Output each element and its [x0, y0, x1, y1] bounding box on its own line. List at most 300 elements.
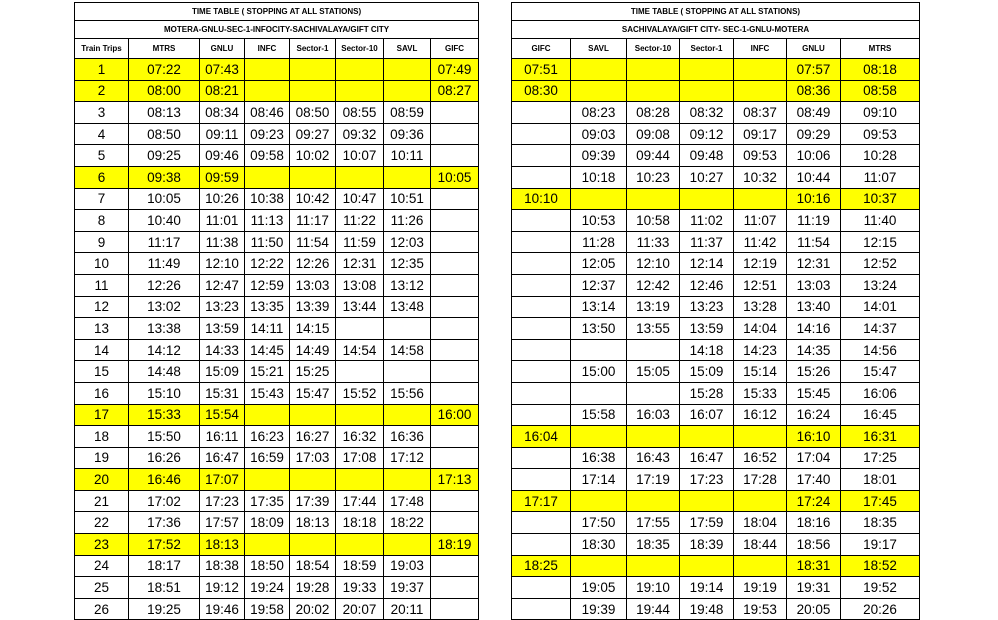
table-cell: 10:40 [129, 210, 200, 232]
table-cell: 13:28 [734, 296, 787, 318]
table-cell: 24 [75, 555, 129, 577]
table-row [512, 231, 920, 253]
table-cell: 18:25 [512, 555, 571, 577]
table-cell: 17:02 [129, 490, 200, 512]
table-cell: 13:08 [336, 274, 384, 296]
table-cell [245, 404, 290, 426]
table-cell: 18:01 [841, 469, 920, 491]
table-cell: 11:07 [734, 210, 787, 232]
table-cell: 16:00 [431, 404, 479, 426]
table-cell [431, 577, 479, 599]
table-cell: 16:45 [841, 404, 920, 426]
table-cell: 16:27 [290, 426, 336, 448]
table-cell: 08:13 [129, 102, 200, 124]
table-cell: 19:19 [734, 577, 787, 599]
table-row [512, 490, 920, 512]
table-cell: 18:19 [431, 534, 479, 556]
table-cell: 17:40 [787, 469, 841, 491]
table-cell: 10:58 [627, 210, 680, 232]
table-cell [571, 555, 627, 577]
table-cell [384, 318, 431, 340]
table-cell: 09:53 [841, 123, 920, 145]
table-cell: 18:44 [734, 534, 787, 556]
table-cell [431, 382, 479, 404]
table-cell: 10:05 [431, 166, 479, 188]
table-cell: 17:03 [290, 447, 336, 469]
table-cell: 19 [75, 447, 129, 469]
table-cell: 19:52 [841, 577, 920, 599]
table-cell: 17:36 [129, 512, 200, 534]
table-cell: 17:55 [627, 512, 680, 534]
table-cell [734, 59, 787, 81]
table-cell: 16:32 [336, 426, 384, 448]
table-cell: 22 [75, 512, 129, 534]
table-cell: 14:49 [290, 339, 336, 361]
table-cell: 15:54 [200, 404, 245, 426]
table-cell: 17:12 [384, 447, 431, 469]
table-cell: 19:12 [200, 577, 245, 599]
table-cell: 10:10 [512, 188, 571, 210]
table-row [512, 577, 920, 599]
table-cell: 14:01 [841, 296, 920, 318]
table-cell: 14:58 [384, 339, 431, 361]
table-cell: 17:50 [571, 512, 627, 534]
table-cell [245, 469, 290, 491]
table-cell: 18:54 [290, 555, 336, 577]
table-cell: 11:37 [680, 231, 734, 253]
table-cell: 08:50 [290, 102, 336, 124]
table-cell: 19:31 [787, 577, 841, 599]
table-cell: 15:50 [129, 426, 200, 448]
table-cell: 25 [75, 577, 129, 599]
table-cell: 13:39 [290, 296, 336, 318]
table-cell: 10:06 [787, 145, 841, 167]
table-cell: 16:36 [384, 426, 431, 448]
table-cell: 16:31 [841, 426, 920, 448]
table-cell: 10:27 [680, 166, 734, 188]
table-cell: 10:02 [290, 145, 336, 167]
table-cell [512, 318, 571, 340]
table-cell [431, 598, 479, 620]
table-cell [245, 534, 290, 556]
table-cell: 14:48 [129, 361, 200, 383]
table-cell: 10:42 [290, 188, 336, 210]
table-cell: 19:46 [200, 598, 245, 620]
table-row [75, 382, 479, 404]
table-cell: 14 [75, 339, 129, 361]
table-cell: 17:48 [384, 490, 431, 512]
table-cell: 12:47 [200, 274, 245, 296]
table-cell: 18:18 [336, 512, 384, 534]
table-cell [290, 469, 336, 491]
table-row [75, 490, 479, 512]
column-header: GNLU [787, 39, 841, 59]
table-cell [512, 361, 571, 383]
table-cell: 9 [75, 231, 129, 253]
table-cell: 08:37 [734, 102, 787, 124]
table-cell [431, 145, 479, 167]
table-cell: 14:54 [336, 339, 384, 361]
table-row [75, 210, 479, 232]
table-cell: 19:33 [336, 577, 384, 599]
table-cell: 19:25 [129, 598, 200, 620]
table-cell: 13:23 [200, 296, 245, 318]
table-cell: 08:59 [384, 102, 431, 124]
table-cell [384, 80, 431, 102]
column-header: SAVL [571, 39, 627, 59]
table-cell: 17:57 [200, 512, 245, 534]
table-cell [734, 80, 787, 102]
table-cell: 11:01 [200, 210, 245, 232]
table-cell: 13:23 [680, 296, 734, 318]
table-row [75, 318, 479, 340]
table-cell: 09:29 [787, 123, 841, 145]
table-cell [336, 361, 384, 383]
table-row [512, 404, 920, 426]
table-cell: 16:10 [787, 426, 841, 448]
table-cell: 19:48 [680, 598, 734, 620]
table-cell [512, 577, 571, 599]
table-cell [245, 80, 290, 102]
table-cell: 11:54 [787, 231, 841, 253]
table-cell: 17:59 [680, 512, 734, 534]
table-row [512, 102, 920, 124]
table-cell: 13:55 [627, 318, 680, 340]
table-cell [571, 426, 627, 448]
table-cell: 15:25 [290, 361, 336, 383]
table-cell: 18:52 [841, 555, 920, 577]
table-row [512, 512, 920, 534]
table-cell: 18:35 [627, 534, 680, 556]
table-cell: 10 [75, 253, 129, 275]
table-cell [627, 382, 680, 404]
table-cell: 19:24 [245, 577, 290, 599]
table-cell: 09:46 [200, 145, 245, 167]
table-cell: 12:52 [841, 253, 920, 275]
table-cell: 19:44 [627, 598, 680, 620]
table-cell [512, 274, 571, 296]
table-row [75, 404, 479, 426]
table-cell [431, 512, 479, 534]
table-cell: 18:22 [384, 512, 431, 534]
table-cell [680, 426, 734, 448]
table-cell [384, 534, 431, 556]
table-cell: 16:12 [734, 404, 787, 426]
table-cell: 10:23 [627, 166, 680, 188]
table-cell: 19:39 [571, 598, 627, 620]
table-cell: 10:07 [336, 145, 384, 167]
timetable-motera-to-gift-city [74, 2, 479, 620]
table-row [512, 447, 920, 469]
column-header: GIFC [512, 39, 571, 59]
table-row [75, 361, 479, 383]
table-cell: 09:17 [734, 123, 787, 145]
table-cell: 13:14 [571, 296, 627, 318]
table-cell [431, 123, 479, 145]
table-cell: 6 [75, 166, 129, 188]
table-cell: 14:33 [200, 339, 245, 361]
table-cell [571, 188, 627, 210]
table-cell: 15:09 [200, 361, 245, 383]
table-cell: 15:58 [571, 404, 627, 426]
table-cell: 07:57 [787, 59, 841, 81]
table-cell: 10:26 [200, 188, 245, 210]
table-cell: 19:05 [571, 577, 627, 599]
table-cell: 12:35 [384, 253, 431, 275]
table-cell: 08:46 [245, 102, 290, 124]
table-cell [290, 59, 336, 81]
table-cell: 08:55 [336, 102, 384, 124]
column-header: GNLU [200, 39, 245, 59]
table-row [512, 318, 920, 340]
table-row [512, 253, 920, 275]
table-cell: 20:02 [290, 598, 336, 620]
table-cell: 09:36 [384, 123, 431, 145]
table-cell: 15:09 [680, 361, 734, 383]
column-header: GIFC [431, 39, 479, 59]
table-cell: 11:17 [290, 210, 336, 232]
table-cell: 16:03 [627, 404, 680, 426]
table-cell: 18:39 [680, 534, 734, 556]
table-cell [336, 469, 384, 491]
table-cell: 14:45 [245, 339, 290, 361]
table-cell: 12:22 [245, 253, 290, 275]
table-row [512, 361, 920, 383]
column-header: INFC [245, 39, 290, 59]
table-cell [384, 361, 431, 383]
table-cell [336, 534, 384, 556]
table-cell: 13:50 [571, 318, 627, 340]
table-cell [571, 490, 627, 512]
table-cell [734, 188, 787, 210]
table-cell [431, 555, 479, 577]
table-cell: 09:53 [734, 145, 787, 167]
table-cell: 14:12 [129, 339, 200, 361]
table-cell [571, 59, 627, 81]
table-cell: 15:33 [129, 404, 200, 426]
table-cell: 20:26 [841, 598, 920, 620]
table-row [512, 598, 920, 620]
table-cell: 15:47 [290, 382, 336, 404]
table-cell: 11:26 [384, 210, 431, 232]
table-cell: 26 [75, 598, 129, 620]
table-row [512, 339, 920, 361]
table-cell: 16:04 [512, 426, 571, 448]
table-cell: 11:59 [336, 231, 384, 253]
table-cell: 15:05 [627, 361, 680, 383]
table-cell: 09:11 [200, 123, 245, 145]
table-cell [734, 490, 787, 512]
table-cell [431, 231, 479, 253]
table-cell: 12:14 [680, 253, 734, 275]
table-cell: 16:47 [200, 447, 245, 469]
table-cell: 20:05 [787, 598, 841, 620]
table-cell: 11:28 [571, 231, 627, 253]
table-cell [336, 318, 384, 340]
table-cell: 08:00 [129, 80, 200, 102]
table-cell: 2 [75, 80, 129, 102]
table-cell [384, 59, 431, 81]
table-cell: 15:47 [841, 361, 920, 383]
table-cell: 11:02 [680, 210, 734, 232]
table-cell: 08:36 [787, 80, 841, 102]
table-cell: 18:13 [290, 512, 336, 534]
table-cell: 14:23 [734, 339, 787, 361]
table-cell: 16:47 [680, 447, 734, 469]
column-header: Train Trips [75, 39, 129, 59]
table-cell [336, 404, 384, 426]
table-row [75, 166, 479, 188]
table-cell: 15:14 [734, 361, 787, 383]
table-cell: 13 [75, 318, 129, 340]
table-cell: 08:32 [680, 102, 734, 124]
table-row [75, 80, 479, 102]
table-cell [512, 231, 571, 253]
table-cell: 16 [75, 382, 129, 404]
table-cell: 14:15 [290, 318, 336, 340]
table-cell: 12 [75, 296, 129, 318]
table-cell: 11:22 [336, 210, 384, 232]
table-cell: 09:03 [571, 123, 627, 145]
table-cell: 17:24 [787, 490, 841, 512]
table-row [75, 447, 479, 469]
table-cell: 20:07 [336, 598, 384, 620]
table-cell: 23 [75, 534, 129, 556]
table-cell: 15:21 [245, 361, 290, 383]
table-cell [245, 166, 290, 188]
table-row [512, 188, 920, 210]
table-cell: 07:51 [512, 59, 571, 81]
table-row [75, 534, 479, 556]
table-cell: 18:31 [787, 555, 841, 577]
table-cell: 17:04 [787, 447, 841, 469]
table-cell [512, 253, 571, 275]
table-cell: 16:24 [787, 404, 841, 426]
table-cell: 11:54 [290, 231, 336, 253]
table-cell: 13:40 [787, 296, 841, 318]
table-cell: 15:26 [787, 361, 841, 383]
route-name: SACHIVALAYA/GIFT CITY- SEC-1-GNLU-MOTERA [512, 21, 920, 39]
table-row [512, 145, 920, 167]
table-cell: 16:52 [734, 447, 787, 469]
table-cell: 19:03 [384, 555, 431, 577]
table-cell: 19:37 [384, 577, 431, 599]
table-cell: 09:44 [627, 145, 680, 167]
table-cell: 13:44 [336, 296, 384, 318]
table-cell [512, 339, 571, 361]
table-cell: 09:10 [841, 102, 920, 124]
table-cell [680, 59, 734, 81]
table-row [512, 59, 920, 81]
column-header: MTRS [841, 39, 920, 59]
table-cell [512, 404, 571, 426]
table-cell: 08:30 [512, 80, 571, 102]
column-header: Sector-10 [336, 39, 384, 59]
table-cell: 17:52 [129, 534, 200, 556]
table-cell [290, 80, 336, 102]
table-cell: 14:56 [841, 339, 920, 361]
table-cell: 09:12 [680, 123, 734, 145]
table-cell: 08:49 [787, 102, 841, 124]
table-cell [290, 166, 336, 188]
table-row [75, 188, 479, 210]
table-cell: 10:44 [787, 166, 841, 188]
table-cell [680, 555, 734, 577]
table-cell: 17:35 [245, 490, 290, 512]
table-cell: 11:38 [200, 231, 245, 253]
table-cell: 08:28 [627, 102, 680, 124]
table-cell [431, 102, 479, 124]
table-cell: 16:46 [129, 469, 200, 491]
table-row [75, 274, 479, 296]
table-cell: 18 [75, 426, 129, 448]
column-header: INFC [734, 39, 787, 59]
table-cell: 12:42 [627, 274, 680, 296]
table-cell: 10:11 [384, 145, 431, 167]
table-cell: 18:13 [200, 534, 245, 556]
table-cell: 09:39 [571, 145, 627, 167]
table-cell: 17:14 [571, 469, 627, 491]
table-cell: 07:49 [431, 59, 479, 81]
table-cell: 19:17 [841, 534, 920, 556]
table-cell: 16:59 [245, 447, 290, 469]
table-row [512, 555, 920, 577]
table-row [75, 469, 479, 491]
table-cell: 19:28 [290, 577, 336, 599]
table-cell: 18:04 [734, 512, 787, 534]
table-cell [431, 253, 479, 275]
table-cell: 09:59 [200, 166, 245, 188]
column-header: MTRS [129, 39, 200, 59]
table-cell [384, 166, 431, 188]
table-cell: 08:50 [129, 123, 200, 145]
table-cell: 17:19 [627, 469, 680, 491]
table-cell: 10:51 [384, 188, 431, 210]
table-cell: 20:11 [384, 598, 431, 620]
table-cell: 11:33 [627, 231, 680, 253]
table-cell [431, 296, 479, 318]
table-cell [431, 447, 479, 469]
table-cell: 16:43 [627, 447, 680, 469]
table-cell [627, 188, 680, 210]
table-cell: 10:37 [841, 188, 920, 210]
table-cell [627, 555, 680, 577]
table-cell: 09:38 [129, 166, 200, 188]
table-row [75, 123, 479, 145]
table-cell: 15:28 [680, 382, 734, 404]
table-cell [431, 274, 479, 296]
table-cell: 10:28 [841, 145, 920, 167]
table-cell: 16:07 [680, 404, 734, 426]
table-cell: 12:10 [200, 253, 245, 275]
table-cell: 13:59 [200, 318, 245, 340]
table-row [512, 382, 920, 404]
table-cell [431, 490, 479, 512]
table-cell: 17:17 [512, 490, 571, 512]
table-cell: 18:59 [336, 555, 384, 577]
table-cell: 12:51 [734, 274, 787, 296]
table-cell: 13:19 [627, 296, 680, 318]
table-cell [512, 123, 571, 145]
table-cell: 10:38 [245, 188, 290, 210]
table-cell [627, 59, 680, 81]
table-cell: 10:16 [787, 188, 841, 210]
table-cell: 14:11 [245, 318, 290, 340]
table-cell: 08:34 [200, 102, 245, 124]
table-cell: 13:03 [787, 274, 841, 296]
table-cell: 14:16 [787, 318, 841, 340]
table-row [75, 512, 479, 534]
